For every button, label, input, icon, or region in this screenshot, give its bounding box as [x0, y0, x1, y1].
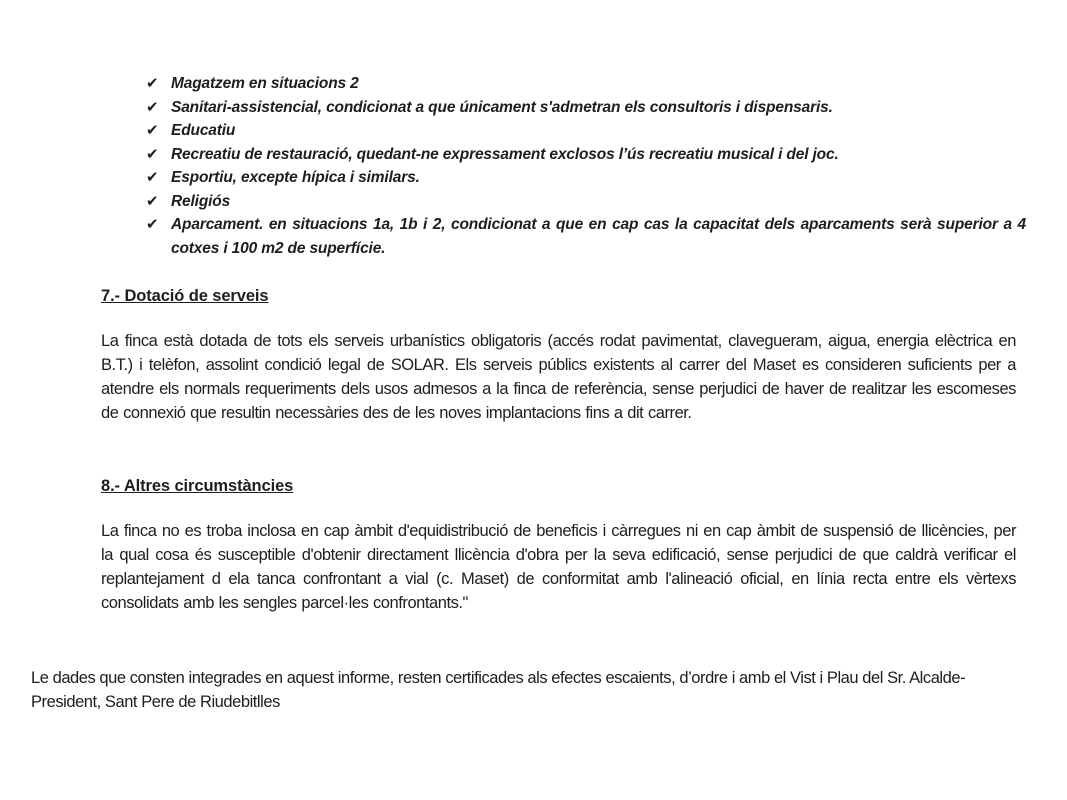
list-item — [146, 143, 1026, 167]
list-item — [146, 96, 1026, 120]
check-mark-icon: ✔ — [146, 75, 159, 92]
section-body-services: La finca està dotada de tots els serveis urbanístics obligatoris (accés rodat pavimentat, clavegueram, aigua, energia elèctrica en B.T.) i telèfon, assolint condició legal de SOLAR. Els serveis públics existents al carrer del Maset es consideren suficients per a atendre els normals requeriments dels usos admesos a la finca de referència, sense perjudici de haver de realitzar les escomeses de connexió que resultin necessàries des de les noves implantacions fins a dit carrer. — [101, 332, 1016, 422]
list-item-text: Sanitari-assistencial, condicionat a que únicament s'admetran els consultoris i dispensaris. — [171, 98, 833, 116]
list-item-text: Magatzem en situacions 2 — [171, 75, 359, 92]
check-mark-icon: ✔ — [146, 122, 159, 139]
list-item-text: Educatiu — [171, 122, 236, 139]
section-body-other-circumstances: La finca no es troba inclosa en cap àmbit d'equidistribució de beneficis i càrregues ni en cap àmbit de suspensió de llicències, per la qual cosa és susceptible d'obtenir directament llicència d'obra per la seva edificació, sense perjudici de que caldrà verificar el replantejament d ela tanca confrontant a vial (c. Maset) de conformitat amb l'alineació oficial, en línia recta entre els vèrtexs consolidats amb les sengles parcel·les confrontants." — [101, 522, 1016, 612]
section-heading-services: 7.- Dotació de serveis — [101, 287, 269, 305]
section-heading-other-circumstances: 8.- Altres circumstàncies — [101, 477, 294, 495]
list-item — [146, 166, 1026, 190]
check-mark-icon: ✔ — [146, 169, 159, 186]
permitted-uses-list — [146, 72, 1026, 260]
list-item — [146, 72, 1026, 96]
check-mark-icon: ✔ — [146, 145, 159, 163]
list-item — [146, 119, 1026, 143]
list-item — [146, 213, 1026, 260]
list-item-text: Aparcament. en situacions 1a, 1b i 2, condicionat a que en cap cas la capacitat dels aparcaments serà superior a 4 cotxes i 100 m2 de superfície. — [171, 216, 1026, 257]
check-mark-icon: ✔ — [146, 98, 159, 116]
list-item-text: Religiós — [171, 192, 231, 210]
list-item-text: Esportiu, excepte hípica i similars. — [171, 169, 420, 186]
check-mark-icon: ✔ — [146, 216, 159, 233]
check-mark-icon: ✔ — [146, 192, 159, 210]
list-item-text: Recreatiu de restauració, quedant-ne expressament exclosos l’ús recreatiu musical i del joc. — [171, 145, 839, 163]
closing-paragraph: Le dades que consten integrades en aquest informe, resten certificades als efectes escaients, d’ordre i amb el Vist i Plau del Sr. Alcalde- President, Sant Pere de Riudebitlles — [31, 669, 966, 711]
list-item — [146, 190, 1026, 214]
